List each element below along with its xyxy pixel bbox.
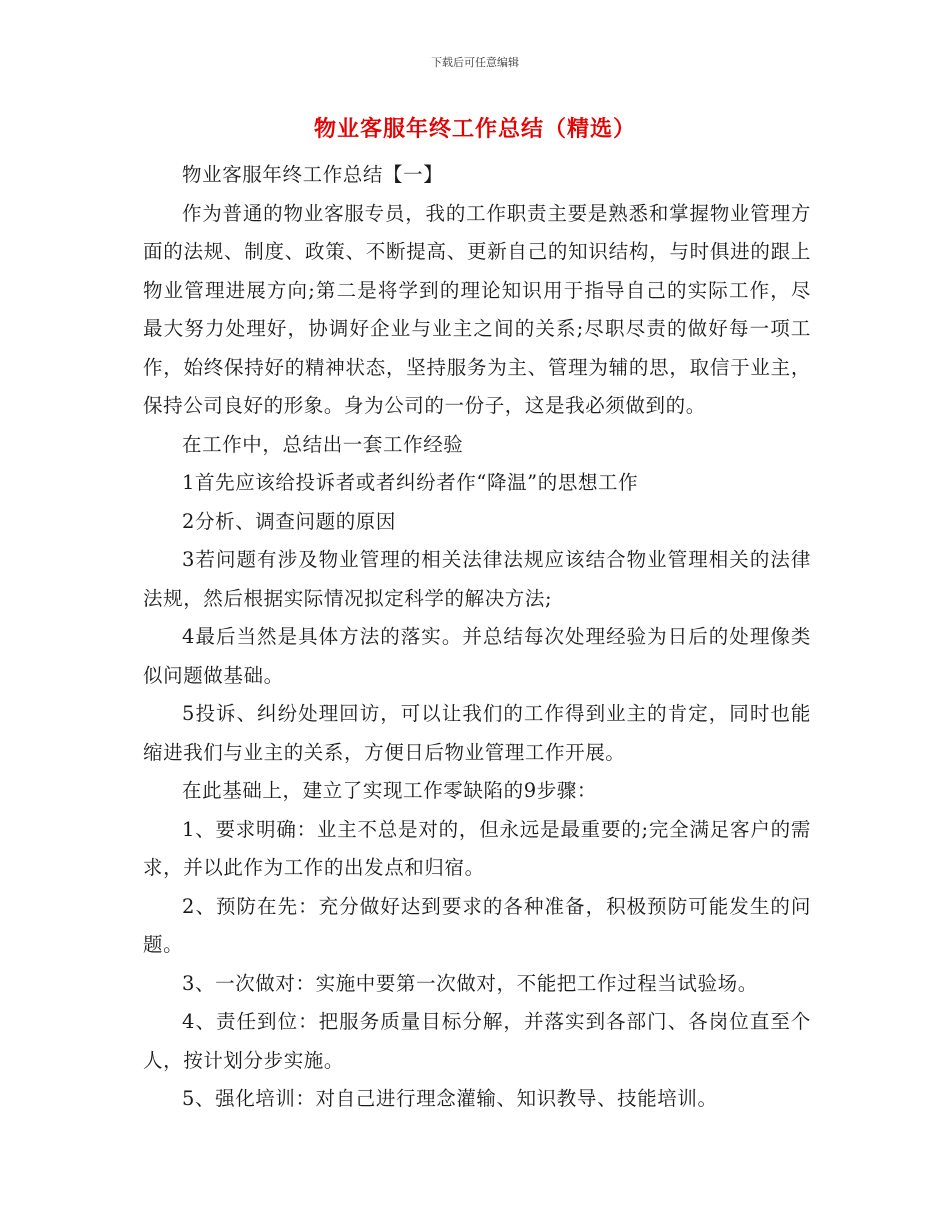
paragraph-steps-lead: 在此基础上，建立了实现工作零缺陷的9步骤： [182, 779, 598, 802]
document-body [143, 156, 811, 1119]
paragraph-intro: 作为普通的物业客服专员，我的工作职责主要是熟悉和掌握物业管理方面的法规、制度、政策、不断提高、更新自己的知识结构，与时俱进的跟上物业管理进展方向;第二是将学到的理论知识用于指导自己的实际工作，尽最大努力处理好，协调好企业与业主之间的关系;尽职尽责的做好每一项工作，始终保持好的精神状态，坚持服务为主、管理为辅的思，取信于业主，保持公司良好的形象。身为公司的一份子，这是我必须做到的。 [143, 201, 811, 417]
step-item-1: 1、要求明确：业主不总是对的，但永远是最重要的;完全满足客户的需求，并以此作为工作的出发点和归宿。 [143, 817, 811, 879]
step-item-2: 2、预防在先：充分做好达到要求的各种准备，积极预防可能发生的问题。 [143, 894, 811, 956]
experience-item-3: 3若问题有涉及物业管理的相关法律法规应该结合物业管理相关的法律法规，然后根据实际情况拟定科学的解决方法; [143, 548, 811, 610]
step-item-5: 5、强化培训：对自己进行理念灌输、知识教导、技能培训。 [182, 1087, 718, 1110]
header-note: 下载后可任意编辑 [431, 56, 519, 69]
experience-item-4: 4最后当然是具体方法的落实。并总结每次处理经验为日后的处理像类似问题做基础。 [143, 625, 811, 687]
paragraph-experience-lead: 在工作中，总结出一套工作经验 [182, 432, 464, 456]
step-item-3: 3、一次做对：实施中要第一次做对，不能把工作过程当试验场。 [182, 971, 758, 995]
section-heading: 物业客服年终工作总结【一】 [182, 163, 444, 186]
document-title: 物业客服年终工作总结（精选） [313, 117, 636, 142]
step-item-4: 4、责任到位：把服务质量目标分解，并落实到各部门、各岗位直至个人，按计划分步实施。 [143, 1010, 811, 1072]
experience-item-2: 2分析、调查问题的原因 [182, 509, 397, 533]
experience-item-5: 5投诉、纠纷处理回访，可以让我们的工作得到业主的肯定，同时也能缩进我们与业主的关系，方便日后物业管理工作开展。 [143, 702, 811, 764]
experience-item-1: 1首先应该给投诉者或者纠纷者作“降温”的思想工作 [182, 471, 639, 494]
